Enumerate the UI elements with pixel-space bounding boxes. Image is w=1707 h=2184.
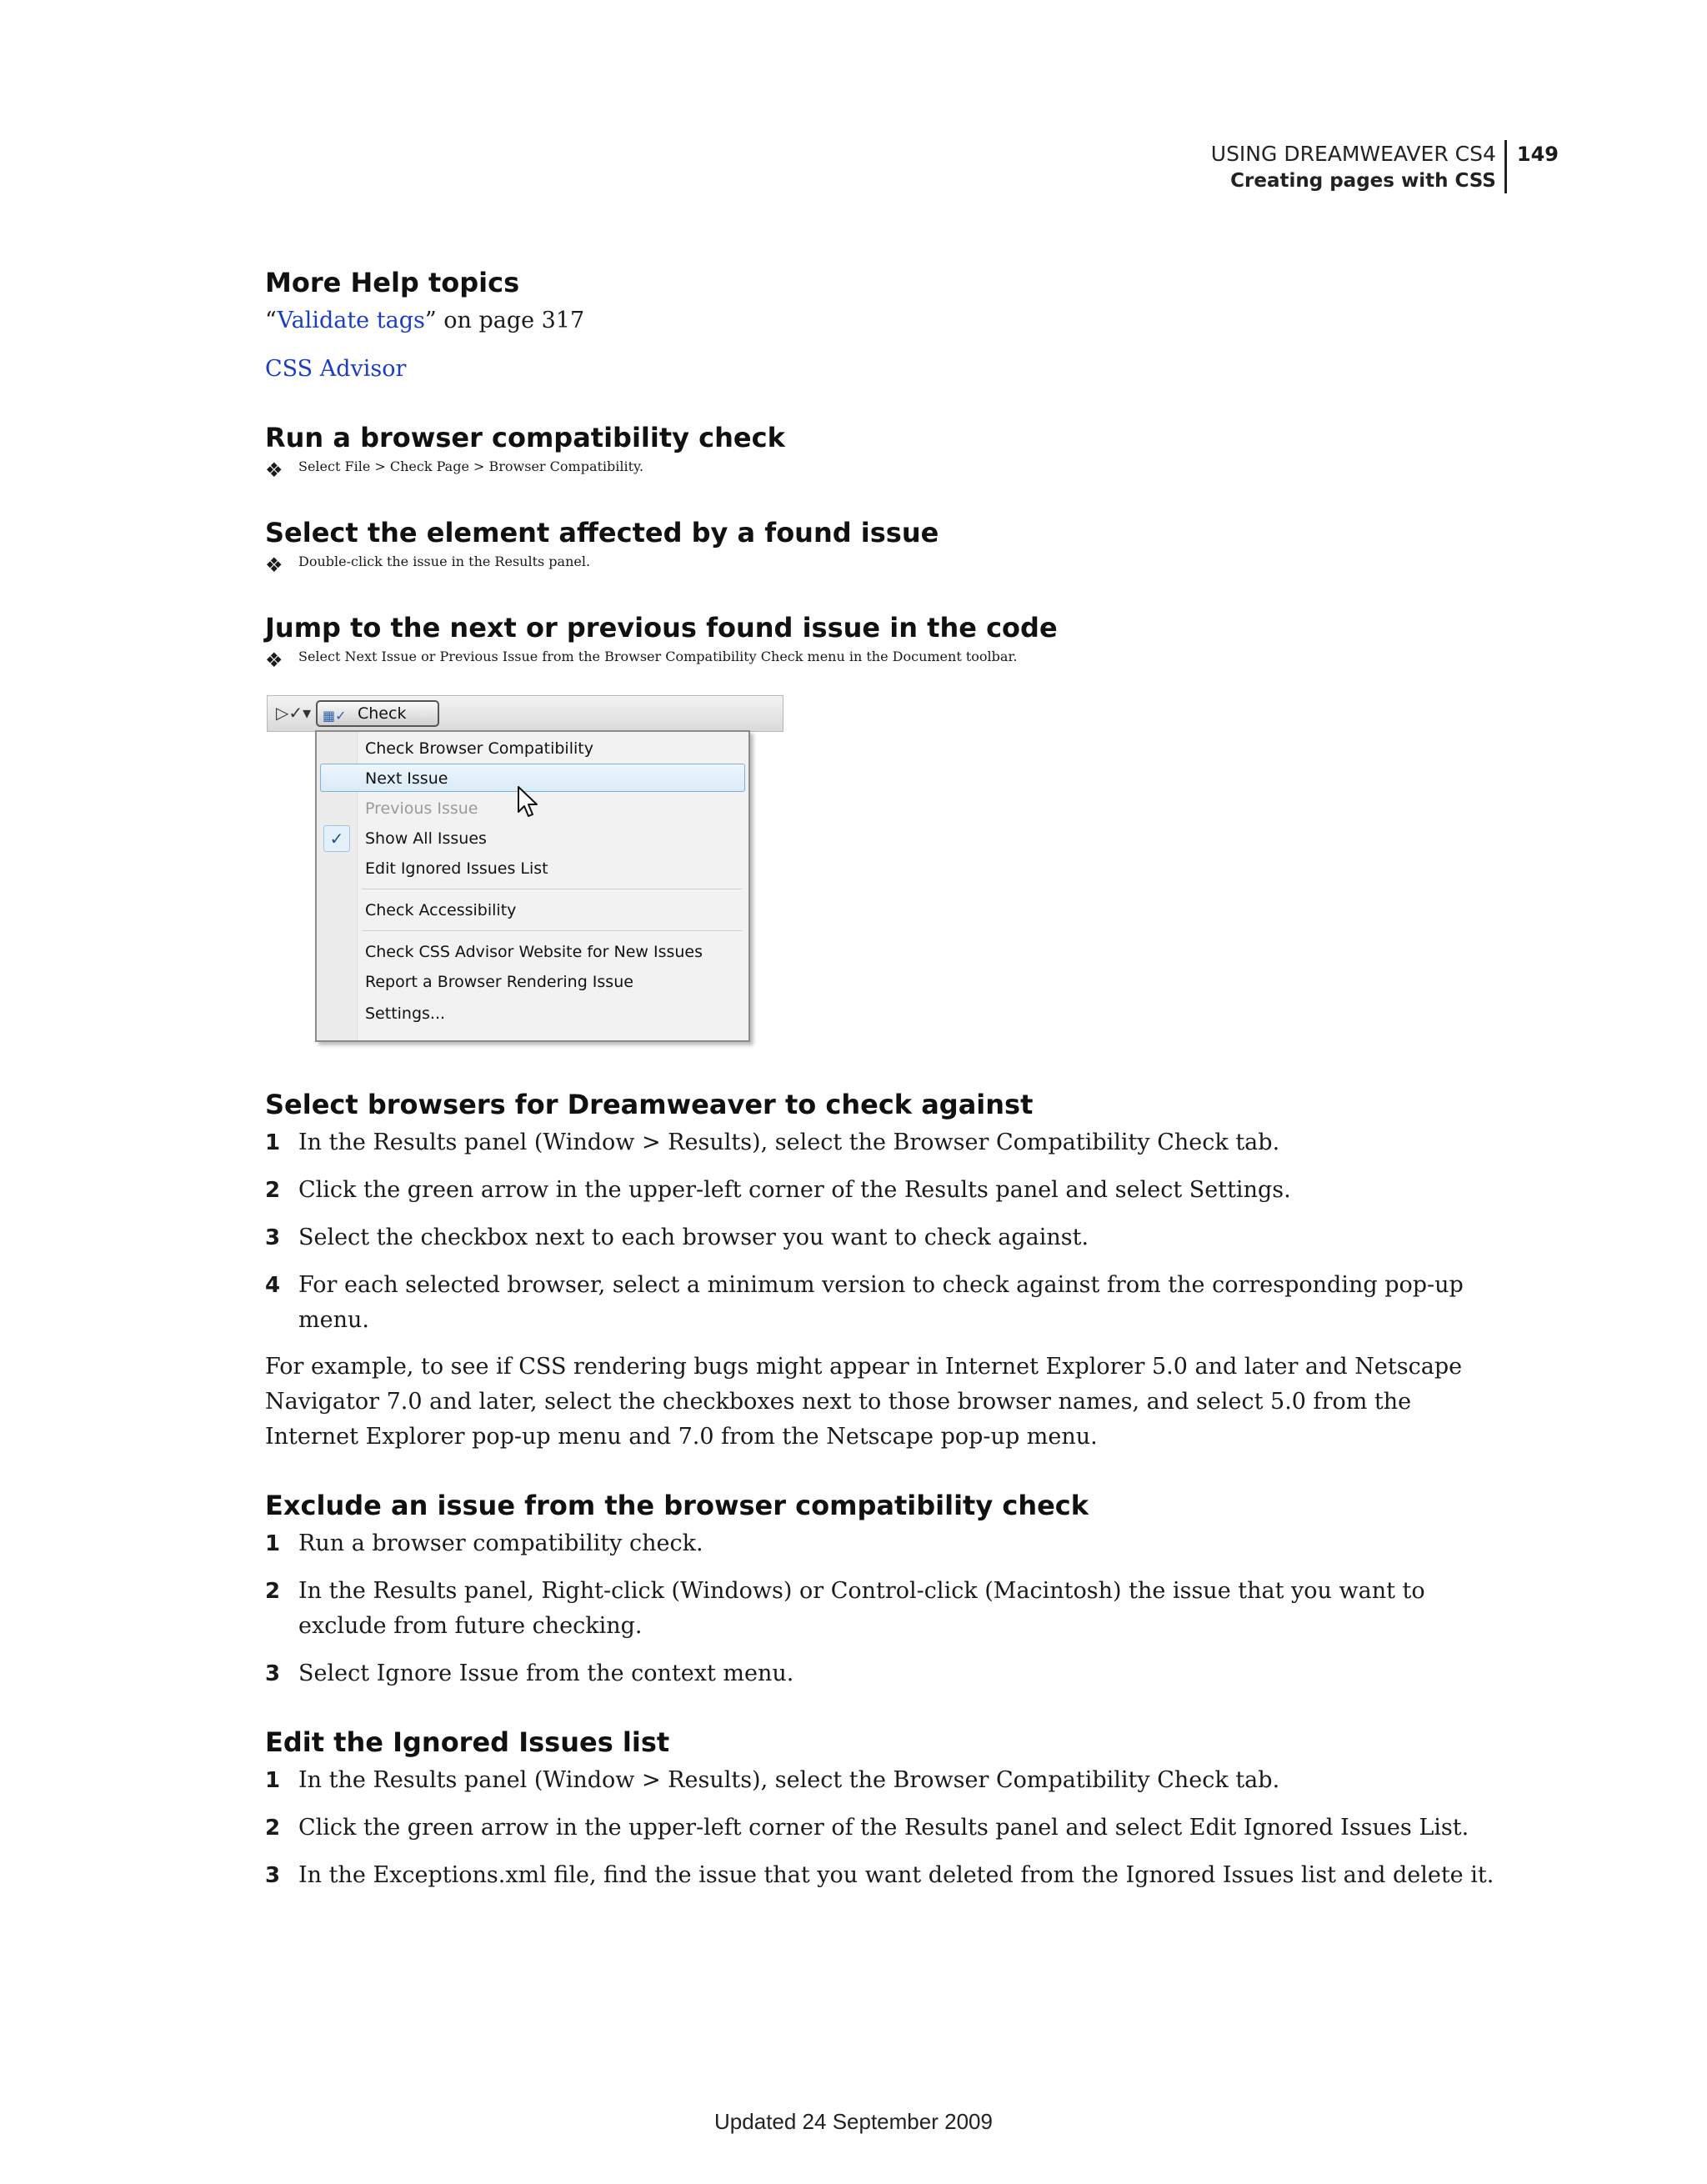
step-number: 1 <box>265 1130 281 1155</box>
menu-item-check-accessibility[interactable]: Check Accessibility <box>365 901 517 919</box>
check-page-button[interactable] <box>316 700 439 727</box>
numbered-step <box>265 1173 1507 1208</box>
bullet-glyph: ❖ <box>265 649 283 672</box>
step-text: Select Ignore Issue from the context menu. <box>298 1661 794 1686</box>
more-help-link1-line <box>265 303 1507 338</box>
more-help-section <box>265 265 1507 387</box>
numbered-step <box>265 1220 1507 1255</box>
exclude-section <box>265 1488 1507 1691</box>
section-heading: Exclude an issue from the browser compatibility check <box>265 1490 1089 1521</box>
css-advisor-link[interactable]: CSS Advisor <box>265 356 407 382</box>
numbered-step <box>265 1125 1507 1160</box>
section-heading: Select browsers for Dreamweaver to check against <box>265 1089 1034 1120</box>
step-number: 3 <box>265 1661 281 1686</box>
menu-item-next-issue[interactable]: Next Issue <box>365 769 448 788</box>
section-heading: Select the element affected by a found issue <box>265 517 939 549</box>
menu-item-edit-ignored-issues-list[interactable]: Edit Ignored Issues List <box>365 859 548 878</box>
bullet-text: Select File > Check Page > Browser Compatibility. <box>298 458 644 474</box>
numbered-step <box>265 1763 1507 1798</box>
document-toolbar <box>267 695 783 732</box>
section-heading: Run a browser compatibility check <box>265 422 785 453</box>
validate-markup-icon[interactable]: ▷✓▾ <box>276 703 312 723</box>
numbered-step <box>265 1526 1507 1561</box>
section-heading: Jump to the next or previous found issue in the code <box>265 612 1058 644</box>
header-titles <box>1211 140 1507 193</box>
step-number: 2 <box>265 1178 281 1203</box>
step-number: 3 <box>265 1863 281 1888</box>
page-content <box>265 265 1507 1893</box>
step-text: In the Results panel, Right-click (Windows) or Control-click (Macintosh) the issue that you want to exclude from future checking. <box>298 1578 1425 1639</box>
bullet-text: Select Next Issue or Previous Issue from the Browser Compatibility Check menu in the Document toolbar. <box>298 649 1018 664</box>
link1-suffix: ” on page 317 <box>424 308 585 333</box>
menu-item-settings[interactable]: Settings... <box>365 1004 446 1023</box>
step-text: Click the green arrow in the upper-left corner of the Results panel and select Edit Ignored Issues List. <box>298 1815 1469 1841</box>
menu-separator <box>362 930 742 931</box>
step-text: In the Results panel (Window > Results), select the Browser Compatibility Check tab. <box>298 1767 1280 1793</box>
step-number: 2 <box>265 1816 281 1841</box>
bullet-glyph: ❖ <box>265 458 283 482</box>
check-page-label: Check <box>358 704 407 723</box>
step-number: 1 <box>265 1768 281 1793</box>
mouse-cursor-icon <box>517 785 542 819</box>
example-paragraph: For example, to see if CSS rendering bugs might appear in Internet Explorer 5.0 and later and Netscape Navigator 7.0 and later, select the checkboxes next to those browser names, and select 5.0 from the Internet Explorer pop-up menu and 7.0 from the Netscape pop-up menu. <box>265 1354 1463 1450</box>
header-product: USING DREAMWEAVER CS4 <box>1210 142 1496 166</box>
check-page-menu <box>315 730 750 1042</box>
numbered-step <box>265 1858 1507 1893</box>
step-text: In the Exceptions.xml file, find the issue that you want deleted from the Ignored Issues list and delete it. <box>298 1862 1494 1888</box>
step-text: Run a browser compatibility check. <box>298 1530 703 1556</box>
step-number: 3 <box>265 1225 281 1250</box>
step-text: Select the checkbox next to each browser you want to check against. <box>298 1225 1089 1250</box>
footer-updated: Updated 24 September 2009 <box>714 2109 993 2134</box>
step-text: In the Results panel (Window > Results), select the Browser Compatibility Check tab. <box>298 1130 1280 1155</box>
step-text: Click the green arrow in the upper-left corner of the Results panel and select Settings. <box>298 1177 1291 1203</box>
step-number: 2 <box>265 1579 281 1604</box>
page-number: 149 <box>1516 143 1559 166</box>
step-number: 4 <box>265 1273 281 1298</box>
step-number: 1 <box>265 1531 281 1556</box>
check-page-icon: ▦✓ <box>323 708 347 724</box>
numbered-step <box>265 1811 1507 1846</box>
more-help-heading: More Help topics <box>265 267 520 298</box>
bullet-item <box>265 649 1507 672</box>
select-element-section <box>265 515 1507 577</box>
menu-item-check-browser-compatibility[interactable]: Check Browser Compatibility <box>365 739 593 758</box>
numbered-step <box>265 1656 1507 1691</box>
numbered-step <box>265 1574 1507 1644</box>
bullet-glyph: ❖ <box>265 554 283 577</box>
menu-item-report-rendering-issue[interactable]: Report a Browser Rendering Issue <box>365 973 633 991</box>
checkmark-icon: ✓ <box>323 825 350 852</box>
open-quote: “ <box>265 308 278 333</box>
running-header <box>1211 140 1559 193</box>
menu-item-check-css-advisor[interactable]: Check CSS Advisor Website for New Issues <box>365 943 703 961</box>
more-help-link2-line <box>265 352 1507 387</box>
bullet-item <box>265 554 1507 577</box>
check-page-menu-screenshot <box>267 695 783 1045</box>
validate-tags-link[interactable]: Validate tags <box>277 308 425 333</box>
section-heading: Edit the Ignored Issues list <box>265 1726 670 1758</box>
bullet-item <box>265 458 1507 482</box>
bullet-text: Double-click the issue in the Results panel. <box>298 554 591 569</box>
header-chapter: Creating pages with CSS <box>1230 170 1496 192</box>
menu-item-show-all-issues[interactable]: Show All Issues <box>365 829 487 848</box>
menu-item-previous-issue: Previous Issue <box>365 799 478 818</box>
step-text: For each selected browser, select a minimum version to check against from the corresponding pop-up menu. <box>298 1272 1464 1333</box>
jump-section <box>265 610 1507 1045</box>
edit-ignored-section <box>265 1725 1507 1893</box>
run-check-section <box>265 420 1507 482</box>
select-browsers-section <box>265 1087 1507 1455</box>
numbered-step <box>265 1268 1507 1338</box>
